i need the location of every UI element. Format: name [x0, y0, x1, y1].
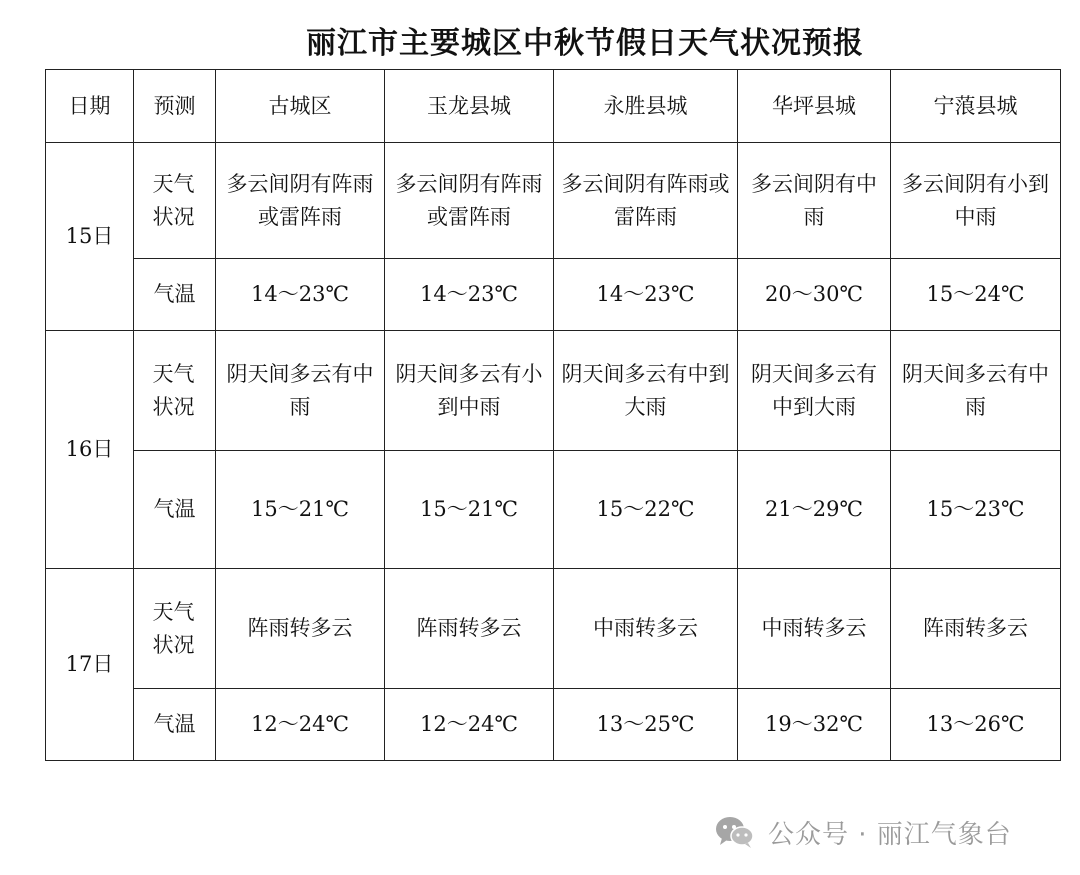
condition-cell: 阴天间多云有中雨	[216, 331, 385, 451]
date-cell: 16日	[46, 331, 134, 569]
date-cell: 17日	[46, 569, 134, 761]
table-row	[46, 143, 1061, 259]
temperature-label: 气温	[134, 451, 216, 569]
condition-label-cell	[134, 331, 216, 451]
page-title: 丽江市主要城区中秋节假日天气状况预报	[306, 26, 864, 61]
temperature-cell: 14～23℃	[385, 259, 554, 331]
temperature-cell: 15～21℃	[216, 451, 385, 569]
temperature-cell: 14～23℃	[554, 259, 738, 331]
header-date: 日期	[46, 70, 134, 143]
temperature-cell: 21～29℃	[738, 451, 891, 569]
temperature-cell: 12～24℃	[385, 689, 554, 761]
condition-label-cell	[134, 569, 216, 689]
temperature-cell: 15～24℃	[891, 259, 1061, 331]
condition-label: 天气状况	[152, 599, 195, 657]
condition-cell: 多云间阴有阵雨或雷阵雨	[216, 143, 385, 259]
temperature-cell: 15～23℃	[891, 451, 1061, 569]
table-header-row	[46, 70, 1061, 143]
temperature-cell: 15～22℃	[554, 451, 738, 569]
condition-cell: 中雨转多云	[554, 569, 738, 689]
forecast-table	[45, 69, 1061, 761]
watermark-text: 公众号 · 丽江气象台	[768, 819, 1012, 850]
condition-cell: 多云间阴有阵雨或雷阵雨	[554, 143, 738, 259]
temperature-cell: 14～23℃	[216, 259, 385, 331]
date-cell: 15日	[46, 143, 134, 331]
header-city-huaping: 华坪县城	[738, 70, 891, 143]
wechat-icon	[714, 814, 756, 850]
condition-cell: 多云间阴有中雨	[738, 143, 891, 259]
header-city-yulong: 玉龙县城	[385, 70, 554, 143]
condition-label-cell	[134, 143, 216, 259]
condition-cell: 阴天间多云有中到大雨	[738, 331, 891, 451]
temperature-cell: 15～21℃	[385, 451, 554, 569]
temperature-cell: 12～24℃	[216, 689, 385, 761]
table-row	[46, 331, 1061, 451]
temperature-cell: 19～32℃	[738, 689, 891, 761]
watermark	[714, 812, 1012, 852]
condition-cell: 阴天间多云有小到中雨	[385, 331, 554, 451]
header-forecast: 预测	[134, 70, 216, 143]
condition-cell: 多云间阴有小到中雨	[891, 143, 1061, 259]
temperature-label: 气温	[134, 259, 216, 331]
temperature-label: 气温	[134, 689, 216, 761]
table-row	[46, 259, 1061, 331]
header-city-ninglang: 宁蒗县城	[891, 70, 1061, 143]
temperature-cell: 20～30℃	[738, 259, 891, 331]
header-city-yongsheng: 永胜县城	[554, 70, 738, 143]
condition-cell: 中雨转多云	[738, 569, 891, 689]
condition-label: 天气状况	[152, 361, 195, 419]
condition-cell: 阴天间多云有中到大雨	[554, 331, 738, 451]
condition-cell: 多云间阴有阵雨或雷阵雨	[385, 143, 554, 259]
table-row	[46, 689, 1061, 761]
table-row	[46, 569, 1061, 689]
condition-label: 天气状况	[152, 171, 195, 229]
header-city-gucheng: 古城区	[216, 70, 385, 143]
condition-cell: 阵雨转多云	[891, 569, 1061, 689]
temperature-cell: 13～26℃	[891, 689, 1061, 761]
condition-cell: 阵雨转多云	[385, 569, 554, 689]
table-row	[46, 451, 1061, 569]
condition-cell: 阵雨转多云	[216, 569, 385, 689]
condition-cell: 阴天间多云有中雨	[891, 331, 1061, 451]
temperature-cell: 13～25℃	[554, 689, 738, 761]
